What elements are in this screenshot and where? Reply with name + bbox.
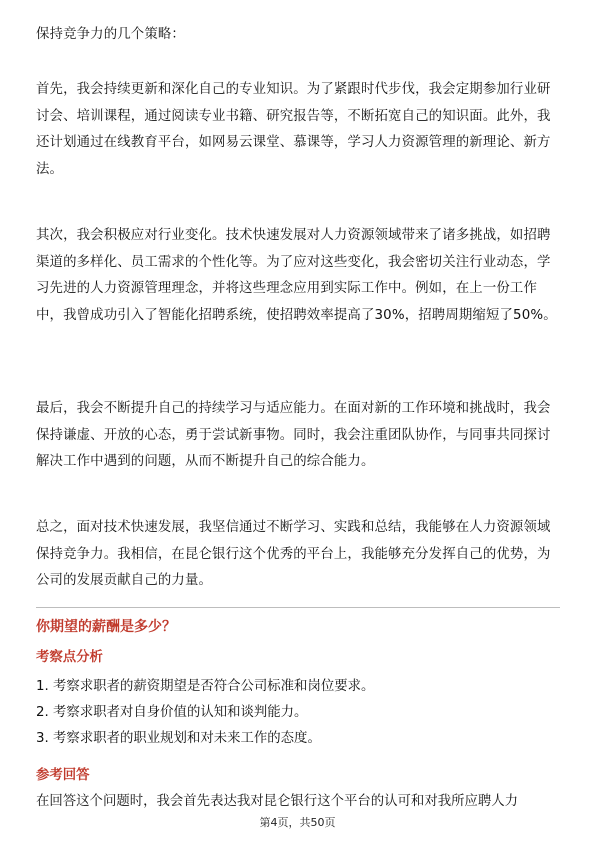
intro-line: 保持竞争力的几个策略： [36, 27, 185, 42]
paragraph-second: 其次，我会积极应对行业变化。技术快速发展对人力资源领域带来了诸多挑战，如招聘渠道的多样化、员工需求的个性化等。为了应对这些变化，我会密切关注行业动态，学习先进的人力资源管理理念，并将这些理念应用到实际工作中。例如，在上一份工作中，我曾成功引入了智能化招聘系统，使招聘效率提高了30%，招聘周期缩短了50%。 [36, 228, 557, 323]
answer-text: 在回答这个问题时，我会首先表达我对昆仑银行这个平台的认可和对我所应聘人力 [36, 794, 519, 809]
page-number-footer: 第4页，共50页 [259, 816, 336, 829]
answer-title: 参考回答 [36, 768, 90, 783]
analysis-title: 考察点分析 [36, 650, 103, 665]
list-item: 2. 考察求职者对自身价值的认知和谈判能力。 [36, 705, 308, 720]
section-divider [36, 607, 560, 608]
list-item: 3. 考察求职者的职业规划和对未来工作的态度。 [36, 731, 321, 746]
list-item: 1. 考察求职者的薪资期望是否符合公司标准和岗位要求。 [36, 679, 375, 694]
question-heading: 你期望的薪酬是多少？ [36, 619, 176, 635]
paragraph-first: 首先，我会持续更新和深化自己的专业知识。为了紧跟时代步伐，我会定期参加行业研讨会、培训课程，通过阅读专业书籍、研究报告等，不断拓宽自己的知识面。此外，我还计划通过在线教育平台，如网易云课堂、慕课等，学习人力资源管理的新理论、新方法。 [36, 82, 551, 177]
analysis-list [36, 674, 562, 752]
paragraph-last: 最后，我会不断提升自己的持续学习与适应能力。在面对新的工作环境和挑战时，我会保持谦虚、开放的心态，勇于尝试新事物。同时，我会注重团队协作，与同事共同探讨解决工作中遇到的问题，从而不断提升自己的综合能力。 [36, 401, 551, 469]
paragraph-conclusion: 总之，面对技术快速发展，我坚信通过不断学习、实践和总结，我能够在人力资源领域保持竞争力。我相信，在昆仑银行这个优秀的平台上，我能够充分发挥自己的优势，为公司的发展贡献自己的力量。 [36, 520, 551, 588]
